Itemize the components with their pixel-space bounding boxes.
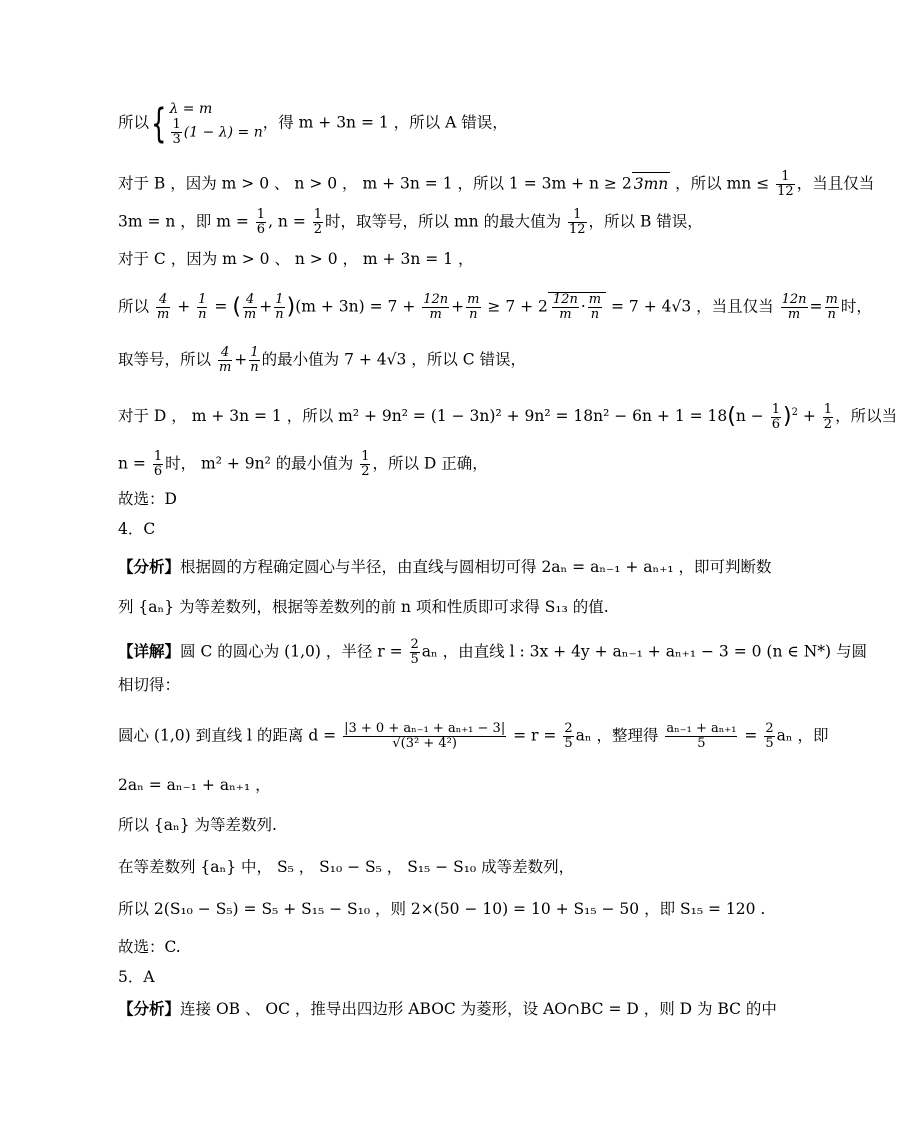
text: (1 − λ) = n	[183, 124, 263, 141]
line-system	[118, 100, 694, 147]
frac-den: 12	[569, 222, 586, 237]
frac-den: m	[156, 307, 170, 322]
text: 相切得：	[118, 676, 181, 694]
text: 5．A	[118, 968, 155, 986]
text: ，所以 B 错误，	[588, 212, 703, 231]
text: 在等差数列 {aₙ} 中， S₅ ， S₁₀ − S₅ ， S₁₅ − S₁₀ 成等差数列，	[118, 858, 575, 876]
text: ，得 m + 3n = 1 ，所以 A 错误，	[262, 113, 508, 132]
analysis-4-line-2	[118, 596, 694, 618]
text: 列 {aₙ} 为等差数列，根据等差数列的前 n 项和性质即可求得 S₁₃ 的值.	[118, 598, 609, 616]
frac-den: 2	[823, 416, 833, 432]
line-b-1	[118, 169, 875, 199]
frac-num: 1	[256, 207, 266, 222]
line-answer-3	[118, 488, 694, 510]
frac-num: 1	[361, 449, 370, 464]
frac-den: 2	[361, 464, 370, 479]
line-c-2: 所以 $\frac{4}{m}$ + $\frac{1}{n}$ = ( $\frac{4}{m}$ + $\frac{1}{n}$ )(m + 3n) = 7 + $\frac{12n}{m}$ + $\frac{m}{n}$ ≥ 7 + 2 $\frac{12n}{m}$ · $\frac{m}{n}$ = 7 + 4√3 ，当且仅当 $\frac{12n}{m}$ = $\frac{m}{n}$ 时，	[118, 292, 872, 322]
text: =	[209, 297, 233, 316]
frac-den: 5	[765, 736, 774, 751]
frac-den: √(3² + 4²)	[392, 736, 457, 751]
text: 故选：D	[118, 490, 177, 508]
detail-4-line-6	[118, 856, 694, 878]
text: aₙ ，由直线 l : 3x + 4y + aₙ₋₁ + aₙ₊₁ − 3 = 0 (n ∈ N*) 与圆	[421, 642, 868, 661]
text: , n =	[268, 212, 311, 231]
line-d-2	[118, 450, 694, 479]
text: ，当且仅当	[796, 174, 875, 193]
text: 3m = n ，即 m =	[118, 212, 254, 231]
brace-symbol: {	[151, 100, 167, 147]
text: n =	[118, 454, 151, 473]
detail-4-line-7	[118, 898, 766, 920]
line-c-3: 取等号，所以 $\frac{4}{m}$ + $\frac{1}{n}$ 的最小值为 7 + 4√3 ，所以 C 错误，	[118, 345, 527, 375]
detail-4-line-1	[118, 637, 868, 667]
analysis-label: 【分析】	[118, 999, 181, 1018]
text: +	[172, 297, 196, 316]
frac-den: 6	[256, 222, 266, 237]
analysis-5-line-1	[118, 998, 777, 1020]
frac-num: 1	[568, 208, 587, 223]
text: ，所以当	[835, 407, 897, 426]
frac-den: n	[827, 307, 836, 322]
text: 所以 2(S₁₀ − S₅) = S₅ + S₁₅ − S₁₀ ，则 2×(50 − 10) = 10 + S₁₅ − 50 ，即 S₁₅ = 120 .	[118, 900, 766, 918]
frac-num: 4	[156, 293, 170, 308]
frac-den: 5	[410, 652, 419, 667]
text: 圆 C 的圆心为 (1,0) ，半径 r =	[180, 642, 408, 661]
text: 的最小值为 7 + 4√3 ，所以 C 错误，	[261, 350, 527, 369]
frac-num: 12n	[423, 292, 449, 307]
text: 故选：C.	[118, 938, 181, 956]
text: 对于 B ，因为 m > 0 、 n > 0 ， m + 3n = 1 ，所以 1 = 3m + n ≥ 2	[118, 174, 632, 193]
frac-num: 2	[765, 721, 774, 736]
frac-den: 6	[153, 464, 163, 479]
frac-num: 1	[313, 207, 323, 222]
frac-num: 12n	[781, 292, 807, 307]
line-b-2	[118, 207, 703, 237]
text: 圆心 (1,0) 到直线 l 的距离 d =	[118, 726, 342, 745]
text: ≥ 7 + 2	[482, 297, 548, 316]
text: =	[739, 726, 763, 745]
frac-num: 1	[172, 117, 181, 132]
equation-system	[169, 100, 262, 147]
detail-4-line-5	[118, 814, 694, 836]
frac-num: 1	[153, 449, 163, 464]
text: 对于 D ， m + 3n = 1 ，所以 m² + 9n² = (1 − 3n)² + 9n² = 18n² − 6n + 1 = 18	[118, 407, 728, 426]
sqrt-expr: 3mn	[632, 172, 671, 195]
system-bottom	[169, 118, 262, 147]
frac-den: 3	[172, 132, 181, 147]
frac-den: 2	[313, 222, 323, 237]
detail-4-line-2	[118, 674, 694, 696]
text: ，所以 D 正确，	[372, 454, 488, 473]
text: aₙ ，即	[776, 726, 829, 745]
frac-num: 1	[776, 170, 795, 185]
text: = r =	[508, 726, 562, 745]
detail-4-line-3	[118, 721, 829, 751]
text: aₙ ，整理得	[575, 726, 664, 745]
system-top: λ = m	[169, 101, 213, 117]
frac-den: 5	[564, 736, 573, 751]
frac-den: n	[198, 307, 207, 322]
text: 时，取等号，所以 mn 的最大值为	[325, 212, 566, 231]
text: 4．C	[118, 520, 156, 538]
frac-den: 6	[771, 416, 780, 432]
text: +	[797, 407, 821, 426]
question-4-heading	[118, 518, 694, 540]
frac-num: 1	[771, 401, 780, 417]
text: 所以 {aₙ} 为等差数列.	[118, 816, 277, 834]
frac-num: 2	[564, 721, 573, 736]
frac-num: m	[825, 292, 838, 307]
line-d-1: 对于 D ， m + 3n = 1 ，所以 m² + 9n² = (1 − 3n)² + 9n² = 18n² − 6n + 1 = 18(n − $\frac{1}{6}$ )$^2$ + $\frac{1}{2}$ ，所以当	[118, 401, 897, 432]
analysis-4-line-1	[118, 556, 772, 578]
text: 连接 OB 、 OC ，推导出四边形 ABOC 为菱形，设 AO∩BC = D ，则 D 为 BC 的中	[180, 1000, 777, 1018]
text: 对于 C ，因为 m > 0 、 n > 0 ， m + 3n = 1 ，	[118, 250, 474, 268]
analysis-label: 【分析】	[118, 557, 181, 576]
frac-num: 1	[198, 292, 207, 307]
detail-label: 【详解】	[118, 641, 181, 661]
frac-num: 2	[410, 637, 419, 652]
text: 时，	[840, 297, 872, 316]
text: 所以	[118, 113, 150, 132]
question-5-heading	[118, 966, 694, 988]
text: 时， m² + 9n² 的最小值为	[165, 454, 359, 473]
frac-num: aₙ₋₁ + aₙ₊₁	[666, 721, 737, 736]
text: (m + 3n) = 7 +	[295, 297, 421, 316]
text: n −	[735, 407, 769, 426]
frac-den: 12	[777, 184, 794, 199]
frac-den: 5	[697, 736, 706, 751]
text: 根据圆的方程确定圆心与半径，由直线与圆相切可得 2aₙ = aₙ₋₁ + aₙ₊₁ ，即可判断数	[180, 558, 772, 576]
line-c-1	[118, 248, 694, 270]
frac-den: m	[429, 307, 442, 322]
frac-num: |3 + 0 + aₙ₋₁ + aₙ₊₁ − 3|	[344, 721, 506, 736]
frac-den: m	[787, 307, 801, 322]
text: 2aₙ = aₙ₋₁ + aₙ₊₁ ，	[118, 776, 271, 794]
text: ，所以 mn ≤	[670, 174, 775, 193]
line-answer-4	[118, 936, 694, 958]
text: 所以	[118, 297, 154, 316]
frac-num: 1	[823, 401, 833, 417]
text: = 7 + 4√3 ，当且仅当	[606, 297, 779, 316]
detail-4-line-4	[118, 774, 694, 796]
text: 取等号，所以	[118, 350, 216, 369]
